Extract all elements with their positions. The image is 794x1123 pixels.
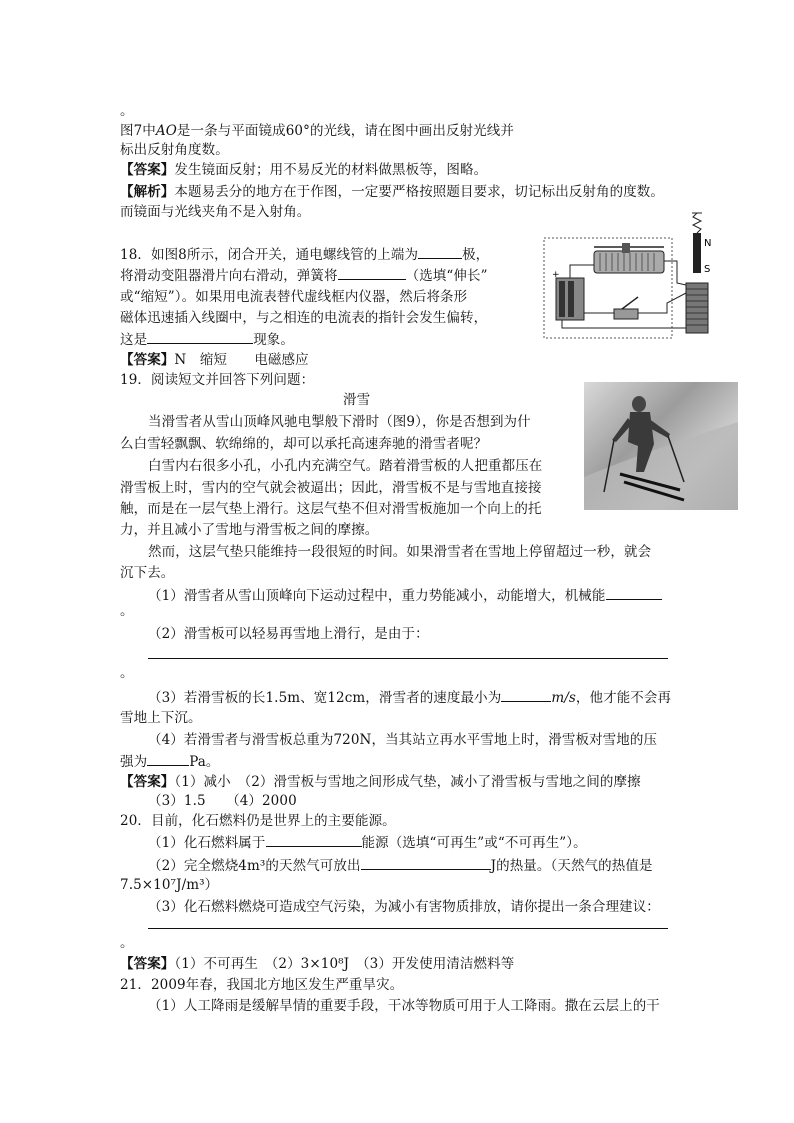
q17-answer: 【答案】发生镜面反射；用不易反光的材料做黑板等，图略。 [120, 162, 488, 178]
q19-para2-line3: 触，而是在一层气垫上滑行。这层气垫不但对滑雪板施加一个向上的托 [120, 501, 542, 517]
q20-sub1: （1）化石燃料属于 能源（选填“可再生”或“不可再生”）。 [148, 835, 587, 851]
q17-analysis-2: 而镜面与光线夹角不是入射角。 [120, 204, 311, 220]
q18-line1: 18．如图8所示，闭合开关，通电螺线管的上端为 极， [120, 247, 490, 263]
q17-line2: 标出反射角度数。 [120, 142, 229, 158]
q20-intro: 20．目前，化石燃料仍是世界上的主要能源。 [120, 813, 396, 829]
q18-line2: 将滑动变阻器滑片向右滑动，弹簧将 （选填“伸长” [120, 268, 488, 284]
q19-para2-line4: 力，并且减小了雪地与滑雪板之间的摩擦。 [120, 522, 379, 538]
q19-sub2-end: 。 [120, 665, 134, 681]
q19-para3-line2: 沉下去。 [120, 565, 175, 581]
magnet-n-label: N [704, 238, 712, 249]
figure8-circuit-diagram [542, 213, 710, 343]
q18-line5: 这是 现象。 [120, 332, 295, 348]
figure9-skier-photo [584, 382, 738, 510]
q19-para2-line1: 白雪内右很多小孔，小孔内充满空气。踏着滑雪板的人把重都压在 [148, 458, 543, 474]
q21-sub1: （1）人工降雨是缓解旱情的重要手段，干冰等物质可用于人工降雨。撒在云层上的干 [148, 998, 660, 1014]
q20-sub2: （2）完全燃烧4m³的天然气可放出 J的热量。（天然气的热值是 [148, 858, 653, 874]
q19-title: 滑雪 [343, 392, 371, 408]
q19-para1-line2: 么白雪轻飘飘、软绵绵的，却可以承托高速奔驰的滑雪者呢？ [120, 436, 488, 452]
battery-plus-label: + [552, 270, 560, 280]
q19-sub2: （2）滑雪板可以轻易再雪地上滑行，是由于： [148, 626, 429, 642]
q21-intro: 21．2009年春，我国北方地区发生严重旱灾。 [120, 977, 404, 993]
magnet-s-label: S [704, 264, 711, 275]
q20-sub3-end: 。 [120, 935, 134, 951]
q19-sub3: （3）若滑雪板的长1.5m、宽12cm，滑雪者的速度最小为 m/s，他才能不会再 [148, 690, 672, 706]
q19-para3-line1: 然而，这层气垫只能维持一段很短的时间。如果滑雪者在雪地上停留超过一秒，就会 [148, 544, 652, 560]
q20-answer: 【答案】（1）不可再生 （2）3×10⁸J （3）开发使用清洁燃料等 [120, 956, 515, 972]
line-period: 。 [120, 103, 134, 119]
q18-answer: 【答案】N 缩短 电磁感应 [120, 352, 309, 368]
q17-analysis: 【解析】本题易丢分的地方在于作图，一定要严格按照题目要求，切记标出反射角的度数。 [120, 184, 665, 200]
q19-sub3-cont: 雪地上下沉。 [120, 710, 202, 726]
q18-line3: 或“缩短”）。如果用电流表替代虚线框内仪器，然后将条形 [120, 289, 468, 305]
q19-sub2-answer-line [148, 658, 668, 659]
q17-line1: 图7中AO是一条与平面镜成60°的光线，请在图中画出反射光线并 [120, 123, 514, 139]
q20-sub3-answer-line [148, 928, 668, 929]
q19-sub1-end: 。 [120, 603, 134, 619]
q19-intro: 19．阅读短文并回答下列问题： [120, 372, 315, 388]
q19-answer: 【答案】（1）减小 （2）滑雪板与雪地之间形成气垫，减小了滑雪板与雪地之间的摩擦 [120, 774, 641, 790]
q19-sub4-cont: 强为 Pa。 [120, 754, 220, 770]
q19-para1-line1: 当滑雪者从雪山顶峰风驰电掣般下滑时（图9），你是否想到为什 [148, 414, 531, 430]
q19-answer-2: （3）1.5 （4）2000 [148, 793, 297, 809]
q19-sub4: （4）若滑雪者与滑雪板总重为720N，当其站立再水平雪地上时，滑雪板对雪地的压 [148, 732, 658, 748]
q20-sub3: （3）化石燃料燃烧可造成空气污染，为减小有害物质排放，请你提出一条合理建议： [148, 899, 660, 915]
q19-para2-line2: 滑雪板上时，雪内的空气就会被逼出；因此，滑雪板不是与雪地直接接 [120, 480, 542, 496]
q20-sub2-cont: 7.5×10⁷J/m³） [120, 877, 219, 893]
q19-sub1: （1）滑雪者从雪山顶峰向下运动过程中，重力势能减小，动能增大，机械能 [148, 586, 662, 605]
q18-line4: 磁体迅速插入线圈中，与之相连的电流表的指针会发生偏转， [120, 310, 488, 326]
